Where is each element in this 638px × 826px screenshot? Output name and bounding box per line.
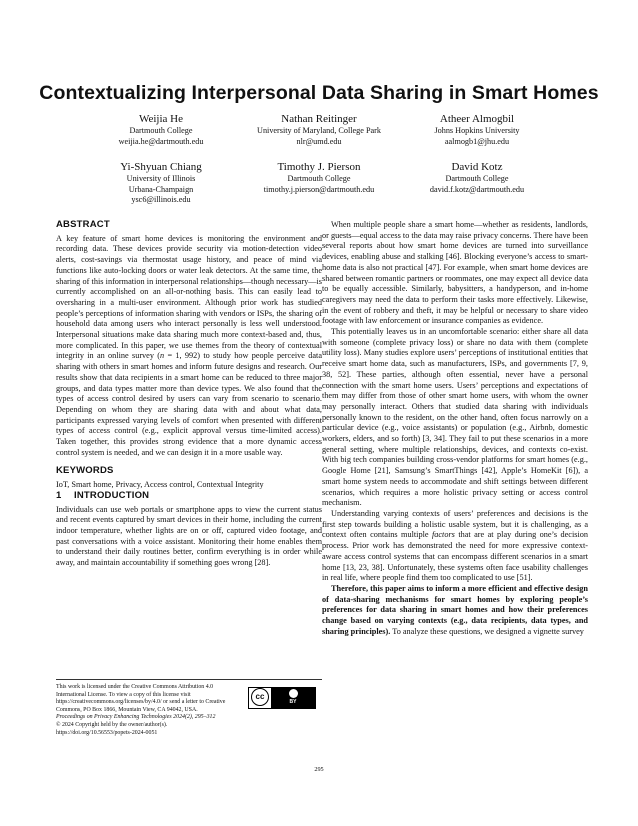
license-text: This work is licensed under the Creative Commons Attribution 4.0 International License. To view a copy of this license visit https://creativecommons.org/licenses/by/4.0/ or send a letter to Creative Commons, PO Box 1866, Mountain View, CA 94042, USA. [56, 684, 226, 713]
abstract-heading: ABSTRACT [56, 219, 110, 230]
author-affiliation: Dartmouth College [129, 126, 193, 135]
by-icon: BY [271, 688, 315, 708]
author-name: Atheer Almogbil [439, 113, 515, 125]
right-column [322, 220, 588, 637]
author-affiliation-line2: Urbana-Champaign [128, 184, 194, 194]
cc-icon: cc [251, 688, 269, 706]
section-title: INTRODUCTION [74, 489, 150, 501]
author-name: David Kotz [451, 161, 503, 173]
person-icon [289, 689, 298, 698]
copyright-line: © 2024 Copyright held by the owner/author(s). [56, 721, 168, 728]
body-paragraph: When multiple people share a smart home—whether as residents, landlords, or guests—equal access to the data may raise privacy concerns. There have been several reports about how smart home devices are turned into surveillance devices, enabling abuse and stalking [46]. Blocking everyone’s access to smart-home data is also not practical [47]. For example, when smart home devices are shared between romantic partners or roommates, one may expect all device data to be equally accessible. Similarly, babysitters, a handyperson, and in-home caregivers may need the data to perform their tasks more effectively. Likewise, in the event of robbery and theft, it may be helpful or necessary to share video footage with law enforcement or insurance companies as evidence. [322, 220, 588, 326]
author-name: Yi-Shyuan Chiang [120, 161, 202, 173]
author-email: david.f.kotz@dartmouth.edu [429, 184, 525, 194]
author-affiliation: University of Maryland, College Park [257, 126, 381, 135]
author-email: weijia.he@dartmouth.edu [118, 136, 204, 146]
paper-title: Contextualizing Interpersonal Data Sharing in Smart Homes [39, 82, 599, 104]
author-affiliation: University of Illinois [126, 174, 196, 183]
keywords-heading: KEYWORDS [56, 465, 114, 477]
author-email: nlr@umd.edu [296, 136, 342, 146]
body-paragraph: Understanding varying contexts of users’ preferences and decisions is the first step towards building a holistic usable system, but it is challenging, as a context often contains multiple factors that are at play during one’s decision process. Prior work has demonstrated the need for more expressive context-aware access control systems that can encompass different scenarios in a smart home [13, 23, 38]. Unfortunately, these systems often face usability challenges in real life, where people find them too complicated to use [51]. [322, 508, 588, 583]
author-name: Weijia He [138, 113, 183, 125]
section-heading-introduction [56, 491, 322, 502]
author [372, 160, 582, 195]
author-affiliation: Dartmouth College [287, 174, 351, 183]
sample-size-variable: n [160, 351, 165, 361]
keywords-text: IoT, Smart home, Privacy, Access control, Contextual Integrity [56, 480, 264, 490]
doi-link[interactable]: https://doi.org/10.56553/popets-2024-0051 [56, 729, 158, 736]
author-name: Timothy J. Pierson [277, 161, 361, 173]
author [372, 112, 582, 147]
body-paragraph: This potentially leaves us in an uncomfortable scenario: either share all data with someone (complete privacy loss) or share no data with them (complete utility loss). Many studies explore users’ perceptions of institutional entities that receive smart home data, such as manufacturers, ISPs, and governments [7, 9, 38, 52]. These parties, although often essential, never have a personal connection with the smart home users. Users’ perceptions and expectations of them may differ from those of other smart home users, with whom the owner may personally interact. Others that studied data sharing with individuals personally known to the resident, on the other hand, often focus narrowly on a particular device (e.g., voice assistants) or population (e.g., Airbnb, domestic workers, elders, and so forth) [3, 34]. They fail to put these scenarios in a more general setting, where multiple relationships, devices, and contexts co-exist. With big tech companies building cross-vendor platforms for smart homes (e.g., Google Home [21], Samsung’s SmartThings [42], Apple’s HomeKit [6]), a smart home system needs to accommodate and shift settings between different scenarios, which requires a more holistic privacy setting or access control mechanism. [322, 327, 588, 508]
cc-by-logo [248, 687, 316, 709]
proceedings-line: Proceedings on Privacy Enhancing Technologies 2024(2), 295–312 [56, 714, 216, 721]
author-affiliation: Dartmouth College [445, 174, 509, 183]
section-number: 1 [56, 489, 62, 501]
left-column [56, 220, 322, 569]
author-affiliation: Johns Hopkins University [434, 126, 520, 135]
page-number: 295 [314, 766, 324, 773]
intro-paragraph: Individuals can use web portals or smartphone apps to view the current status and recent events captured by smart devices in their home, including the current indoor temperature, whether lights are on or off, captured video footage, and past conversations with a voice assistant. Monitoring their home enables them to understand their daily routines better, confirm everything is in order while away, and maintain accountability if something goes wrong [28]. [56, 504, 322, 568]
license-footnote [56, 679, 322, 737]
author-email: aalmogb1@jhu.edu [444, 136, 510, 146]
abstract-text: A key feature of smart home devices is monitoring the environment and recording data. These devices provide security via motion-detection video alerts, cost-savings via thermostat usage history, and peace of mind via functions like auto-locking doors or water leak detectors. At the same time, the sharing of this information in interpersonal relationships—though necessary—is currently accomplished on an all-or-nothing basis. This can easily lead to oversharing in a multi-user environment. Although prior work has studied people’s perceptions of information sharing with vendors or ISPs, the sharing of household data among users who interact personally is less well understood. Interpersonal situations make data sharing much more context-based and, thus, more complicated. In this paper, we use themes from the theory of contextual integrity in an online survey (n = 1, 992) to study how people perceive data sharing with others in smart homes and inform future designs and research. Our results show that data recipients in a smart home can be reduced to three major groups, and data types matter more than device types. We also found that the types of access control desired by users can vary from scenario to scenario. Depending on whom they are sharing data with and about what data, participants expressed varying levels of comfort when presented with different types of access control (e.g., explicit approval versus time-limited access). Taken together, this provides strong evidence that a more dynamic access control system is needed, and we can design it in a more usable way. [56, 233, 322, 457]
author-email: ysc6@illinois.edu [131, 195, 191, 205]
author-email: timothy.j.pierson@dartmouth.edu [263, 184, 375, 194]
body-paragraph: Therefore, this paper aims to inform a more efficient and effective design of data-sharing mechanisms for smart homes by exploring people’s preferences for data sharing in smart homes and how their preferences change based on varying contexts (e.g., data recipients, data types, and sharing principles). To analyze these questions, we designed a vignette survey [322, 583, 588, 636]
author-name: Nathan Reitinger [281, 113, 357, 125]
